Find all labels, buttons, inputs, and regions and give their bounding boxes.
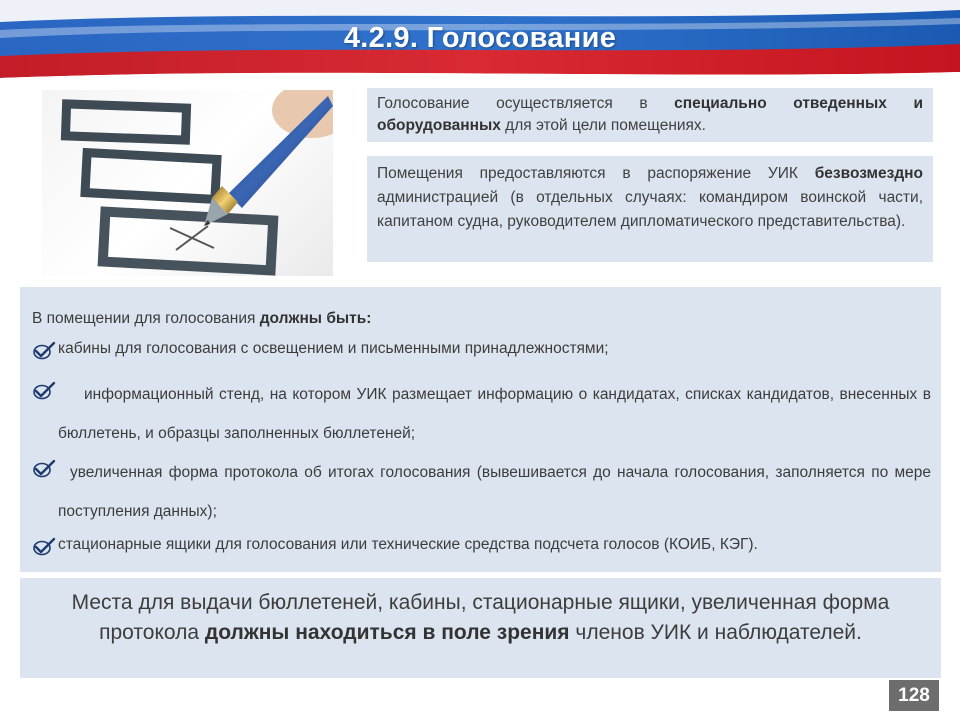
- voting-location-box: [367, 88, 933, 142]
- list-item: [32, 453, 931, 531]
- checkmark-icon: [32, 381, 56, 401]
- page-number-badge: 128: [889, 680, 939, 711]
- checkmark-icon: [32, 459, 56, 479]
- visibility-requirement-box: [20, 578, 941, 678]
- ballot-illustration: [42, 90, 333, 276]
- page-title: 4.2.9. Голосование: [343, 22, 617, 54]
- list-item-text: увеличенная форма протокола об итогах голосования (вывешивается до начала голосования, заполняется по мере поступления данных);: [58, 464, 931, 520]
- premises-provision-box: [367, 156, 933, 262]
- list-item-text: кабины для голосования с освещением и письменными принадлежностями;: [58, 340, 609, 357]
- box2-text-2: администрацией (в отдельных случаях: командиром воинской части, капитаном судна, руководителем дипломатического представительства).: [377, 189, 923, 230]
- box4-text-1: Места для выдачи бюллетеней, кабины, стационарные ящики, увеличенная форма протокола: [71, 591, 890, 644]
- list-item: [32, 375, 931, 453]
- list-item-text: информационный стенд, на котором УИК размещает информацию о кандидатах, списках кандидатов, внесенных в бюллетень, и образцы заполненных бюллетеней;: [58, 386, 931, 442]
- box2-text-1: Помещения предоставляются в распоряжение УИК: [377, 165, 815, 182]
- box4-bold: должны находиться в поле зрения: [204, 621, 570, 644]
- checkmark-icon: [32, 537, 56, 557]
- ballot-checkbox-pen-image: [42, 90, 333, 276]
- box1-text-1: Голосование осуществляется в: [377, 95, 675, 112]
- list-item-text: стационарные ящики для голосования или технические средства подсчета голосов (КОИБ, КЭГ).: [58, 536, 758, 553]
- list-item: [32, 337, 931, 361]
- header-banner: [0, 0, 960, 80]
- requirements-box: [20, 287, 941, 572]
- box2-bold: безвозмездно: [814, 165, 923, 182]
- box1-bold: специально отведенных и оборудованных: [377, 95, 923, 134]
- checkmark-icon: [32, 341, 56, 361]
- list-item: [32, 533, 931, 557]
- requirements-intro-text: В помещении для голосования: [32, 310, 260, 327]
- requirements-intro: [32, 307, 931, 331]
- requirements-intro-bold: должны быть:: [259, 310, 372, 327]
- box4-text-2: членов УИК и наблюдателей.: [569, 621, 862, 644]
- box1-text-2: для этой цели помещениях.: [500, 117, 706, 134]
